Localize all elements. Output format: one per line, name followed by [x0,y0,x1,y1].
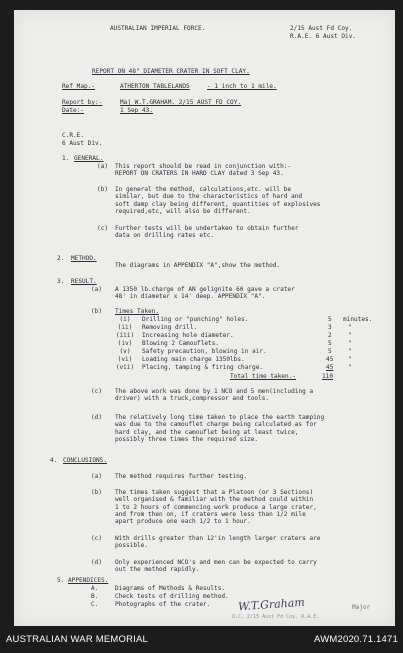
signature-rank: Major [352,604,371,611]
method-text: The diagrams in APPENDIX "A",show the method. [115,262,281,269]
section-heading: METHOD. [71,255,97,262]
appendix-item: Diagrams of Methods & Results. [115,585,226,592]
subpara-label: (d) [91,559,103,566]
date-value: 1 Sep 43. [120,107,154,114]
times-row-unit: " [348,364,352,371]
appendix-letter: A. [91,585,99,592]
times-row-minutes: 2 [328,332,332,339]
addressee-line-2: 6 Aust Div. [62,140,103,147]
report-by-label: Report by:- [62,99,103,106]
times-row-minutes: 45 [326,356,334,363]
times-row-number: (ii) [117,324,133,331]
times-row-number: (iv) [117,340,133,347]
general-c-text: Further tests will be undertaken to obtain further data on drilling rates etc. [115,225,299,240]
conclusions-d-text: Only experienced NCO's and men can be expected to carry out the method rapidly. [115,559,317,574]
force-heading: AUSTRALIAN IMPERIAL FORCE. [110,25,206,32]
times-row-unit: " [348,348,352,355]
conclusions-c-text: With drills greater than 12'in length larger craters are possible. [115,535,321,550]
archive-name: AUSTRALIAN WAR MEMORIAL [6,634,149,645]
total-time-value: 110 [322,373,334,380]
appendix-item: Photographs of the crater. [115,601,211,608]
total-time-label: Total time taken.- [230,373,297,380]
times-row-unit: " [348,324,352,331]
times-row-minutes: 45 [326,364,334,371]
section-number: 5. [57,577,65,584]
unit-line-2: R.A.E. 6 Aust Div. [290,33,357,40]
unit-line-1: 2/15 Aust Fd Coy. [290,25,353,32]
section-number: 3. [57,278,65,285]
ref-map-scale: - 1 inch to 1 mile. [207,83,277,90]
subpara-label: (d) [91,414,103,421]
times-row-task: Blowing 2 Camouflets. [142,340,220,347]
section-number: 1. [62,155,70,162]
times-row-unit: " [348,332,352,339]
date-label: Date:- [62,107,85,114]
subpara-label: (c) [97,225,109,232]
times-row-minutes: 5 [328,316,332,323]
times-row-number: (vi) [117,356,133,363]
section-number: 2. [57,255,65,262]
appendix-letter: C. [91,601,99,608]
section-heading: GENERAL. [74,155,104,162]
times-row-task: Safety precaution, blowing in air. [142,348,267,355]
subpara-label: (c) [91,535,103,542]
times-row-unit: minutes. [343,316,373,323]
times-row-minutes: 5 [328,340,332,347]
subpara-label: (a) [91,473,103,480]
addressee-line-1: C.R.E. [62,132,85,139]
subpara-label: (a) [97,163,109,170]
result-c-text: The above work was done by 1 NCO and 5 men(including a driver) with a truck,compressor and tools. [115,388,314,403]
times-row-task: Drilling or "punching" holes. [142,316,249,323]
ref-map-value: ATHERTON TABLELANDS [120,83,190,90]
subpara-label: (b) [91,489,103,496]
times-row-number: (iii) [115,332,135,339]
section-number: 4. [50,457,58,464]
section-heading: CONCLUSIONS. [63,457,108,464]
subpara-label: (b) [91,308,103,315]
times-row-task: Placing, tamping & firing charge. [142,364,264,371]
section-heading: RESULT. [71,278,97,285]
times-row-number: (v) [119,348,131,355]
general-b-text: In general the method, calculations,etc. will be similar, but due to the characteristics of hard and soft damp clay being different, quantities of explosives required,etc, will also be different. [115,186,321,216]
times-row-number: (i) [119,316,131,323]
times-row-minutes: 5 [328,348,332,355]
archive-reference: AWM2020.71.1471 [314,634,398,645]
times-row-task: Loading main charge 1350lbs. [142,356,245,363]
conclusions-b-text: The times taken suggest that a Platoon (or 3 Sections) well organised & familiar with the method could within 1 to 2 hours of commencing work produce a large crater, and from then on, if craters were less than 1/2 mile apart produce one each 1/2 to 1 hour. [115,489,317,526]
ref-map-label: Ref Map.- [62,83,96,90]
times-row-unit: " [348,340,352,347]
appendix-item: Check tests of drilling method. [115,593,229,600]
handwritten-signature: W.T.Graham [237,595,306,614]
appendix-letter: B. [91,593,99,600]
times-row-minutes: 3 [328,324,332,331]
archive-footer [0,626,403,653]
times-row-task: Removing drill. [142,324,198,331]
section-heading: APPENDICES. [68,577,109,584]
subpara-label: (c) [91,388,103,395]
subpara-label: (a) [91,286,103,293]
general-a-text: This report should be read in conjunction with:- REPORT ON CRATERS IN HARD CLAY dated 3 Sep 43. [115,163,292,178]
report-by-value: Maj W.T.GRAHAM. 2/15 AUST FD COY. [120,99,242,106]
times-row-number: (vii) [115,364,135,371]
times-row-task: Increasing hole diameter. [142,332,234,339]
result-d-text: The relatively long time taken to place the earth tamping was due to the camouflet charge being calculated as for hard clay, and the camouflet being at least twice, possibly three times the required size. [115,414,325,444]
report-title: REPORT ON 48" DIAMETER CRATER IN SOFT CLAY. [92,68,250,75]
conclusions-a-text: The method requires further testing. [115,473,248,480]
times-heading: Times Taken. [115,308,160,315]
times-row-unit: " [348,356,352,363]
unit-stamp: O.C. 2/15 Aust Fd Coy. R.A.E. [232,614,320,620]
result-a-text: A 1350 lb.charge of AN gelignite 60 gave a crater 48' in diameter x 14' deep. APPENDIX "A". [115,286,295,301]
subpara-label: (b) [97,186,109,193]
